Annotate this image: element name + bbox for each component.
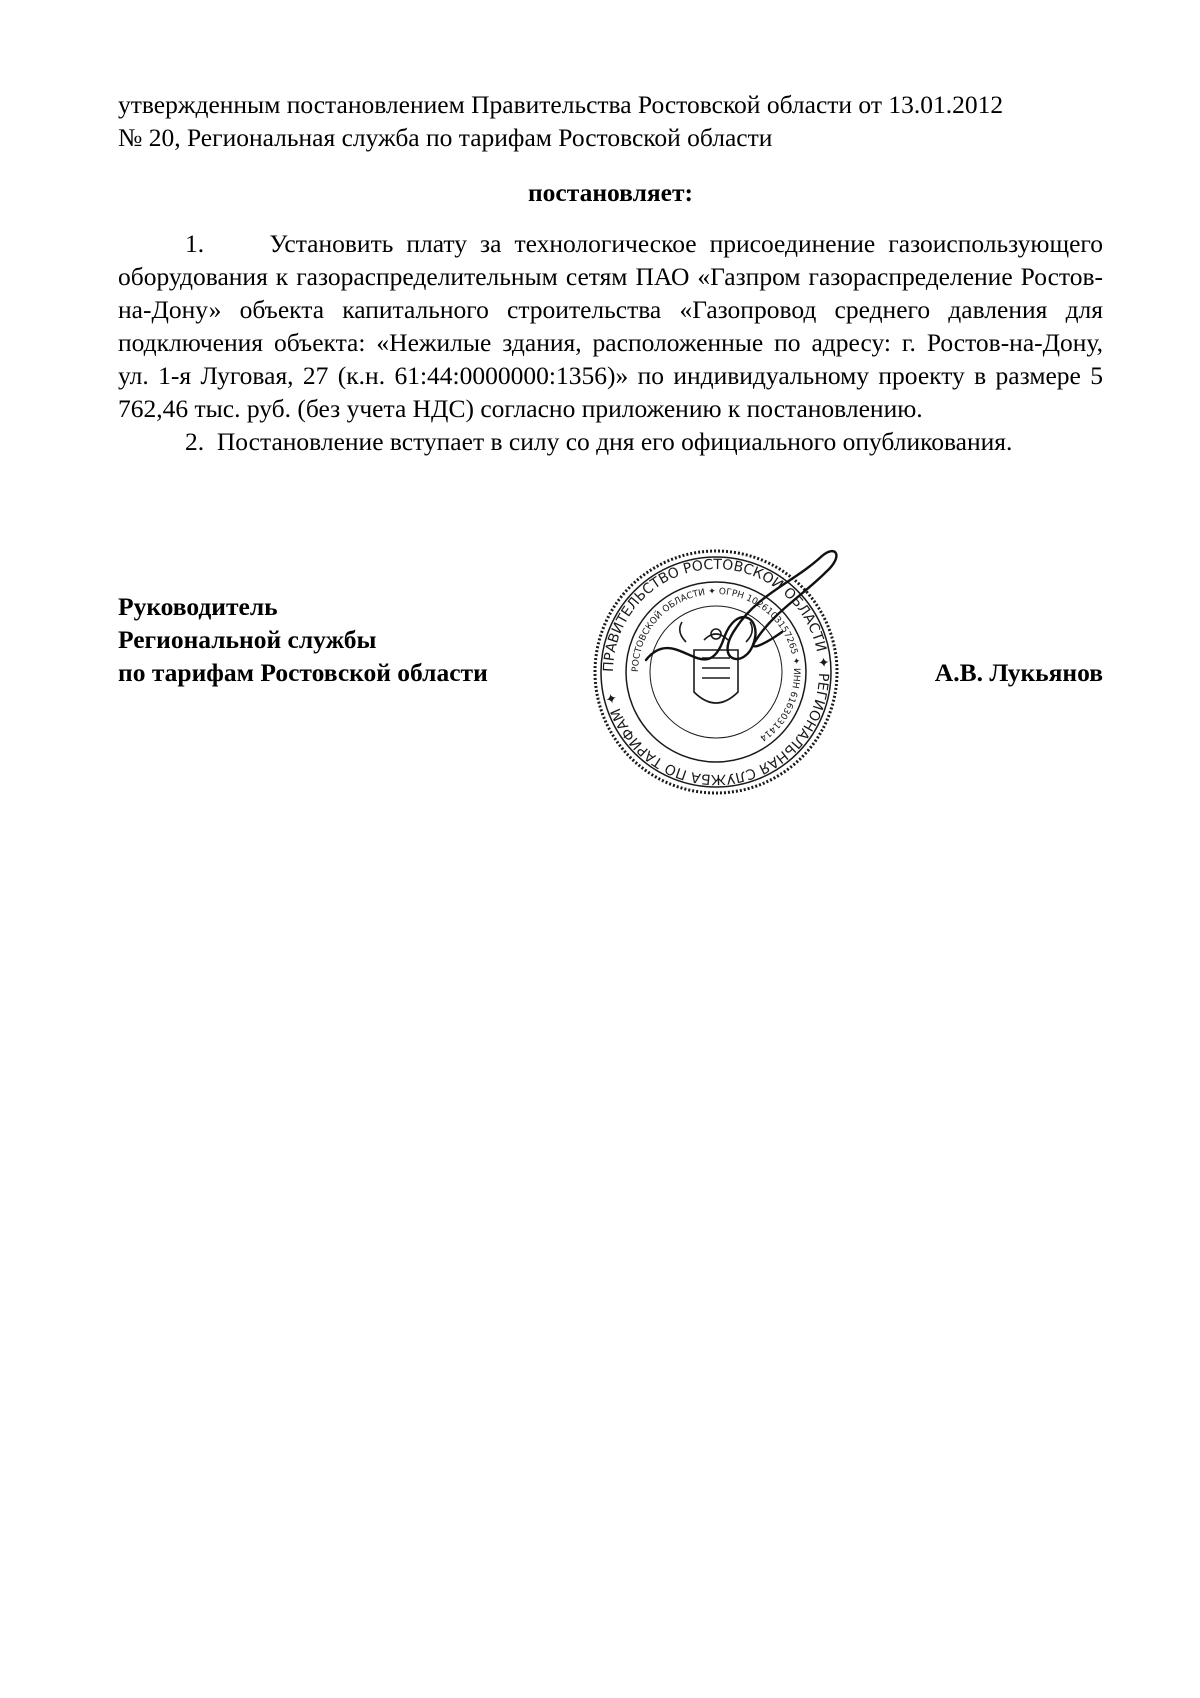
signatory-title	[118, 590, 488, 689]
resolution-heading: постановляет:	[527, 178, 694, 207]
intro-line-1: утвержденным постановлением Правительства Ростовской области от 13.01.2012	[118, 90, 1004, 119]
seal-inner-text: РОСТОВСКОЙ ОБЛАСТИ ✦ ОГРН 1026103157265 ✦ ИНН 6163031414	[630, 586, 802, 743]
seal-outer-text: ПРАВИТЕЛЬСТВО РОСТОВСКОЙ ОБЛАСТИ ✦ РЕГИОНАЛЬНАЯ СЛУЖБА ПО ТАРИФАМ ✦	[600, 556, 832, 788]
signatory-title-line: Руководитель	[118, 592, 278, 621]
intro-paragraph	[118, 88, 1103, 154]
resolution-item-1: 1. Установить плату за технологическое присоединение газоиспользующего оборудования к газораспределительным сетям ПАО «Газпром газораспределение Ростов-на-Дону» объекта капитального строительства «Газопровод среднего давления для подключения объекта: «Нежилые здания, расположенные по адресу: г. Ростов-на-Дону, ул. 1-я Луговая, 27 (к.н. 61:44:0000000:1356)» по индивидуальному проекту в размере 5 762,46 тыс. руб. (без учета НДС) согласно приложению к постановлению.	[118, 229, 1103, 423]
official-seal-stamp	[586, 542, 846, 802]
resolution-item-2: 2. Постановление вступает в силу со дня его официального опубликования.	[185, 427, 1013, 456]
signatory-name: А.В. Лукьянов	[934, 658, 1103, 687]
signatory-title-line: по тарифам Ростовской области	[118, 658, 488, 687]
intro-line-2: № 20, Региональная служба по тарифам Ростовской области	[118, 123, 773, 152]
signature-block	[118, 556, 1103, 810]
document-body	[118, 88, 1103, 458]
coat-of-arms-icon	[680, 622, 753, 703]
signatory-title-line: Региональной службы	[118, 625, 377, 654]
